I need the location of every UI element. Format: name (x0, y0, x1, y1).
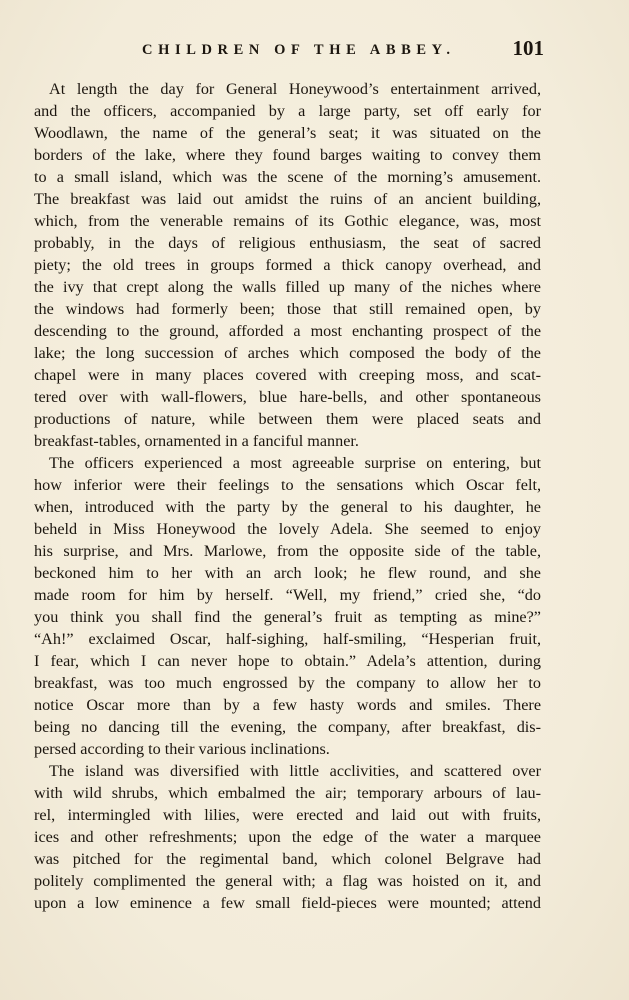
text-line: with wild shrubs, which embalmed the air; temporary arbours of lau- (34, 784, 541, 802)
text-line: the windows had formerly been; those that still remained open, by (34, 300, 541, 318)
text-line: and the officers, accompanied by a large party, set off early for (34, 102, 541, 120)
text-line: “Ah!” exclaimed Oscar, half-sighing, half-smiling, “Hesperian fruit, (34, 630, 541, 648)
text-line: his surprise, and Mrs. Marlowe, from the opposite side of the table, (34, 542, 541, 560)
text-line: to a small island, which was the scene of the morning’s amusement. (34, 168, 541, 186)
text-line: The breakfast was laid out amidst the ruins of an ancient building, (34, 190, 541, 208)
text-line: tered over with wall-flowers, blue hare-bells, and other spontaneous (34, 388, 541, 406)
text-line: lake; the long succession of arches which composed the body of the (34, 344, 541, 362)
text-line: borders of the lake, where they found barges waiting to convey them (34, 146, 541, 164)
text-line: the ivy that crept along the walls filled up many of the niches where (34, 278, 541, 296)
text-line: how inferior were their feelings to the sensations which Oscar felt, (34, 476, 541, 494)
text-line: ices and other refreshments; upon the edge of the water a marquee (34, 828, 541, 846)
text-line: breakfast, was too much engrossed by the company to allow her to (34, 674, 541, 692)
text-line: The officers experienced a most agreeable surprise on entering, but (49, 454, 541, 472)
text-line: The island was diversified with little acclivities, and scattered over (49, 762, 541, 780)
text-line: beheld in Miss Honeywood the lovely Adela. She seemed to enjoy (34, 520, 541, 538)
page-number: 101 (512, 36, 544, 60)
text-line: was pitched for the regimental band, which colonel Belgrave had (34, 850, 541, 868)
text-line: beckoned him to her with an arch look; he flew round, and she (34, 564, 541, 582)
text-line: At length the day for General Honeywood’s entertainment arrived, (49, 80, 541, 98)
running-title: CHILDREN OF THE ABBEY. (142, 42, 456, 58)
text-line: which, from the venerable remains of its Gothic elegance, was, most (34, 212, 541, 230)
text-line: piety; the old trees in groups formed a thick canopy overhead, and (34, 256, 541, 274)
text-line: probably, in the days of religious enthusiasm, the seat of sacred (34, 234, 541, 252)
text-line: politely complimented the general with; a flag was hoisted on it, and (34, 872, 541, 890)
text-line: I fear, which I can never hope to obtain.” Adela’s attention, during (34, 652, 541, 670)
text-line: notice Oscar more than by a few hasty words and smiles. There (34, 696, 541, 714)
text-line: when, introduced with the party by the general to his daughter, he (34, 498, 541, 516)
text-line: made room for him by herself. “Well, my friend,” cried she, “do (34, 586, 541, 604)
text-line: chapel were in many places covered with creeping moss, and scat- (34, 366, 541, 384)
text-line: productions of nature, while between them were placed seats and (34, 410, 541, 428)
text-line: persed according to their various inclinations. (34, 740, 330, 758)
text-line: descending to the ground, afforded a most enchanting prospect of the (34, 322, 541, 340)
text-line: breakfast-tables, ornamented in a fanciful manner. (34, 432, 359, 450)
text-line: being no dancing till the evening, the company, after breakfast, dis- (34, 718, 541, 736)
running-head (34, 36, 542, 66)
text-line: Woodlawn, the name of the general’s seat; it was situated on the (34, 124, 541, 142)
text-line: you think you shall find the general’s fruit as tempting as mine?” (34, 608, 541, 626)
text-line: upon a low eminence a few small field-pieces were mounted; attend (34, 894, 541, 912)
text-line: rel, intermingled with lilies, were erected and laid out with fruits, (34, 806, 541, 824)
body-text (34, 78, 541, 914)
